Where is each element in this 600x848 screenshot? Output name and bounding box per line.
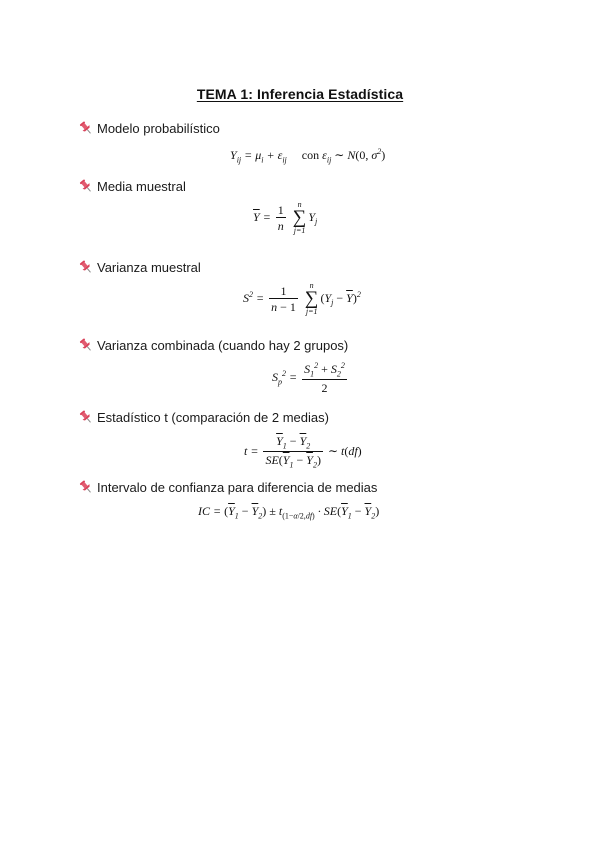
pushpin-icon [78,409,94,425]
section-heading-media [78,178,186,194]
section-heading-modelo [78,120,220,136]
section-title: Varianza combinada (cuando hay 2 grupos) [97,337,349,353]
pushpin-icon [78,259,94,275]
section-title: Intervalo de confianza para diferencia de medias [97,479,378,495]
section-heading-estadistico-t [78,409,329,425]
pushpin-icon [78,120,94,136]
equation-modelo-probabilistico: $Y_{ij} = \mu_i + \varepsilon_{ij}$ con $\varepsilon_{ij}$ ∼ N(0, $\sigma^2$) [230,147,386,165]
section-heading-varianza [78,259,201,275]
section-title: Varianza muestral [97,259,201,275]
pushpin-icon [78,479,94,495]
equation-varianza-combinada: $S_p^2$ = $\frac{S_1^2 + S_2^2}{2}$ [272,361,345,396]
section-title: Modelo probabilístico [97,120,220,136]
page-title: TEMA 1: Inferencia Estadística [196,86,404,102]
equation-varianza-muestral: $S^2$ = $\frac{1}{n - 1}$ n ∑ j=1 $(Y_j - \overline{Y})^2$ [243,281,361,317]
equation-intervalo-confianza: IC = $(\overline{Y}_1 - \overline{Y}_2) \pm t_{(1-\alpha/2,df)} \cdot SE(\overline{Y}_1 - \overline{Y}_2)$ [198,504,380,521]
pushpin-icon [78,178,94,194]
equation-estadistico-t: t = $\frac{\overline{Y}_1 - \overline{Y}_2}{SE(\overline{Y}_1 - \overline{Y}_2)}$ ∼ t(df) [244,434,362,470]
section-heading-intervalo [78,479,377,495]
equation-text-con: con [301,148,320,162]
section-heading-varianza-combinada [78,337,348,353]
section-title: Estadístico t (comparación de 2 medias) [97,409,329,425]
equation-media-muestral: $\overline{Y}$ = $\frac{1}{n}$ n ∑ j=1 $Y_j$ [253,200,318,236]
section-title: Media muestral [97,178,186,194]
pushpin-icon [78,337,94,353]
